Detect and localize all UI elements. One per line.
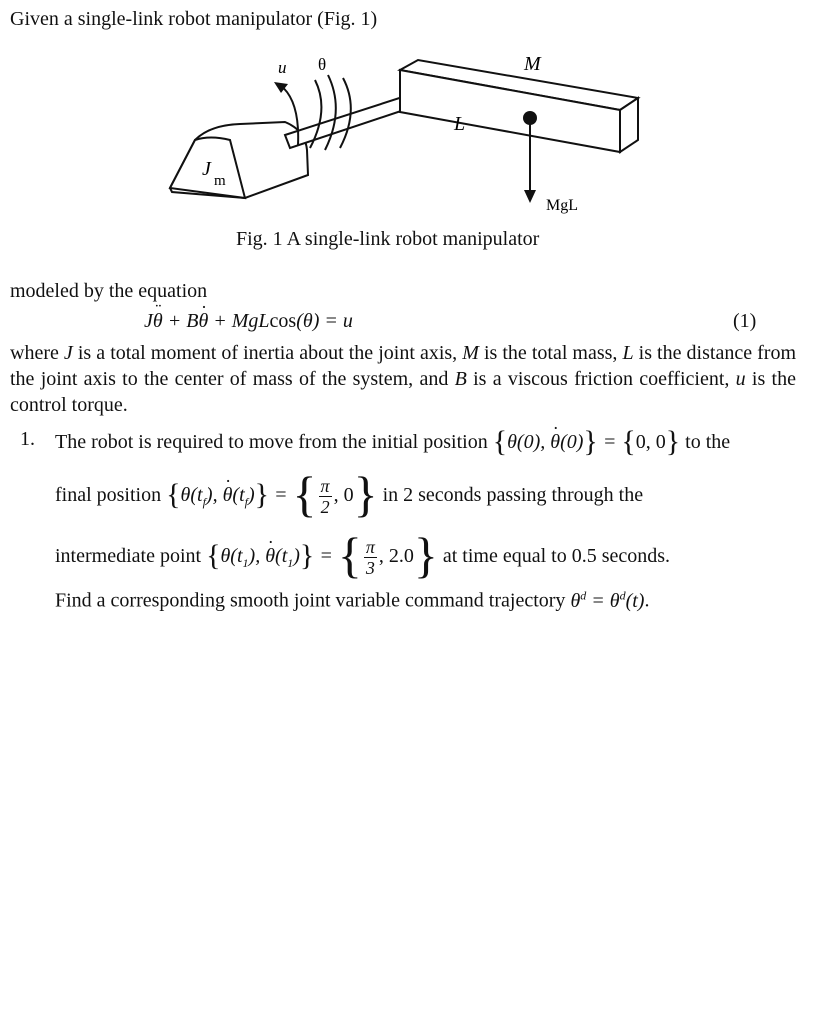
item-line-4: Find a corresponding smooth joint variable command trajectory $\theta^d = \theta^d(t)$. [55,588,650,612]
equation-number: (1) [733,310,757,332]
label-L: L [454,113,466,135]
label-M: M [524,53,541,75]
link-beam [400,60,638,152]
modeled-text: modeled by the equation [10,280,208,302]
gravity-arrow-icon [524,190,536,203]
item-line-2: final position {$\theta(t_f)$, $\theta \cdot(t_f)$} = { $\frac{\pi}{2}$ , 0} in 2 seconds passing through the [55,465,643,523]
intro-text: Given a single-link robot manipulator (Fig. 1) [10,8,378,30]
list-number: 1. [20,428,35,450]
item-line-1: The robot is required to move from the initial position {θ(0), θ ·(0)} = {0, 0} to the [55,425,730,459]
robot-manipulator-figure [150,40,650,225]
label-u: u [278,58,287,77]
equation: Jθ ¨ + Bθ · + MgLcos(θ) = u [144,310,353,333]
label-theta: θ [318,55,327,74]
label-MgL: MgL [546,197,578,214]
figure-caption: Fig. 1 A single-link robot manipulator [236,228,540,250]
definitions-paragraph: where J is a total moment of inertia about the joint axis, M is the total mass, L is the distance from the joint axis to the center of mass of the system, and B is a viscous friction coefficient, u is the control torque. [10,342,797,416]
label-J: J [202,158,211,180]
label-m: m [214,173,226,189]
item-line-3: intermediate point {$\theta(t_1)$, $\theta \cdot(t_1)$} = { $\frac{\pi}{3}$ , 2.0} at time equal to 0.5 seconds. [55,526,670,584]
